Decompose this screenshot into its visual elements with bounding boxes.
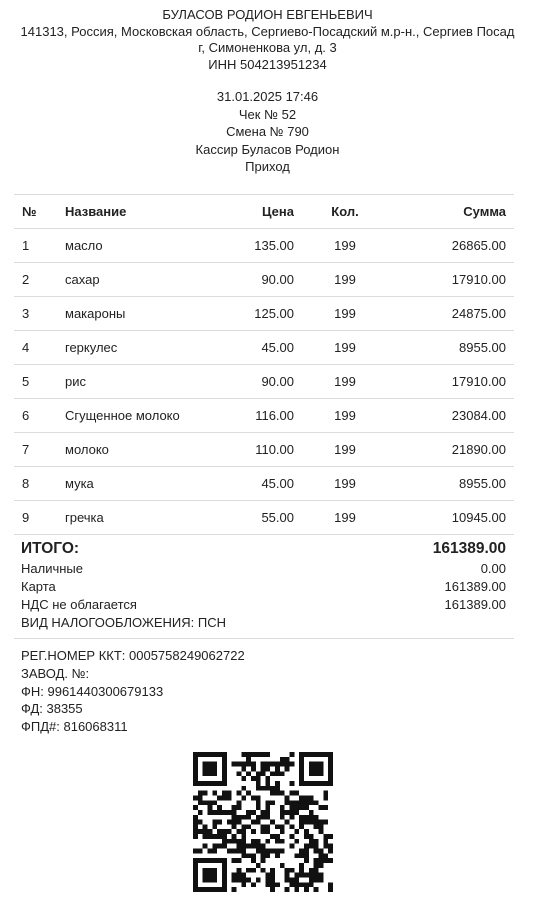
row-name: мука (57, 467, 216, 501)
table-row (14, 501, 514, 535)
row-name: гречка (57, 501, 216, 535)
row-sum: 10945.00 (388, 501, 514, 535)
row-num: 4 (14, 331, 57, 365)
row-qty: 199 (302, 229, 388, 263)
row-qty: 199 (302, 263, 388, 297)
row-qty: 199 (302, 297, 388, 331)
row-price: 135.00 (216, 229, 302, 263)
row-qty: 199 (302, 467, 388, 501)
totals-block (21, 538, 506, 632)
table-row (14, 331, 514, 365)
seller-address: 141313, Россия, Московская область, Сергиево-Посадский м.р-н., Сергиев Посад (20, 23, 515, 39)
row-price: 55.00 (216, 501, 302, 535)
cash-value: 0.00 (480, 561, 506, 576)
row-qty: 199 (302, 399, 388, 433)
row-price: 110.00 (216, 433, 302, 467)
row-qty: 199 (302, 365, 388, 399)
row-sum: 17910.00 (388, 263, 514, 297)
row-num: 2 (14, 263, 57, 297)
vat-label: НДС не облагается (21, 597, 137, 612)
tax-system: ВИД НАЛОГООБЛОЖЕНИЯ: ПСН (21, 615, 226, 630)
row-num: 3 (14, 297, 57, 331)
col-price-header: Цена (216, 195, 302, 229)
row-price: 45.00 (216, 331, 302, 365)
table-row (14, 229, 514, 263)
row-qty: 199 (302, 331, 388, 365)
row-price: 116.00 (216, 399, 302, 433)
receipt-meta (0, 88, 535, 176)
row-name: Сгущенное молоко (57, 399, 216, 433)
check-number: Чек № 52 (238, 106, 297, 122)
vat-row (21, 596, 506, 614)
divider (14, 638, 514, 639)
row-qty: 199 (302, 433, 388, 467)
row-price: 45.00 (216, 467, 302, 501)
qr-code-icon (193, 752, 333, 892)
tax-system-row (21, 614, 506, 632)
row-qty: 199 (302, 501, 388, 535)
col-num-header: № (14, 195, 57, 229)
cash-label: Наличные (21, 561, 83, 576)
card-value: 161389.00 (444, 579, 506, 594)
row-sum: 21890.00 (388, 433, 514, 467)
fd-number: ФД: 38355 (21, 701, 83, 717)
col-qty-header: Кол. (302, 195, 388, 229)
table-row (14, 263, 514, 297)
row-sum: 17910.00 (388, 365, 514, 399)
row-name: масло (57, 229, 216, 263)
row-sum: 24875.00 (388, 297, 514, 331)
table-header-row (14, 195, 514, 229)
shift-number: Смена № 790 (226, 124, 309, 139)
items-table (14, 194, 514, 535)
row-sum: 26865.00 (388, 229, 514, 263)
row-sum: 8955.00 (388, 331, 514, 365)
table-row (14, 467, 514, 501)
col-sum-header: Сумма (388, 195, 514, 229)
row-num: 6 (14, 399, 57, 433)
row-price: 125.00 (216, 297, 302, 331)
row-sum: 8955.00 (388, 467, 514, 501)
receipt-header (0, 0, 535, 73)
table-row (14, 399, 514, 433)
row-num: 1 (14, 229, 57, 263)
table-row (14, 365, 514, 399)
card-row (21, 578, 506, 596)
row-price: 90.00 (216, 365, 302, 399)
receipt-datetime: 31.01.2025 17:46 (216, 89, 319, 104)
total-value: 161389.00 (432, 540, 506, 557)
seller-name: БУЛАСОВ РОДИОН ЕВГЕНЬЕВИЧ (162, 7, 373, 22)
col-name-header: Название (57, 195, 216, 229)
row-name: геркулес (57, 331, 216, 365)
vat-value: 161389.00 (444, 597, 506, 612)
row-name: макароны (57, 297, 216, 331)
seller-address-cont: г, Симоненкова ул, д. 3 (198, 40, 337, 55)
row-num: 7 (14, 433, 57, 467)
table-row (14, 433, 514, 467)
row-name: рис (57, 365, 216, 399)
row-price: 90.00 (216, 263, 302, 297)
factory-number: ЗАВОД. №: (21, 665, 90, 681)
row-num: 9 (14, 501, 57, 535)
total-label: ИТОГО: (21, 540, 80, 557)
fn-number: ФН: 9961440300679133 (21, 683, 164, 699)
registration-block (21, 647, 245, 736)
row-sum: 23084.00 (388, 399, 514, 433)
row-name: молоко (57, 433, 216, 467)
seller-inn: ИНН 504213951234 (208, 56, 327, 72)
row-num: 5 (14, 365, 57, 399)
kkt-reg-number: РЕГ.НОМЕР ККТ: 0005758249062722 (21, 648, 245, 663)
cash-row (21, 560, 506, 578)
row-num: 8 (14, 467, 57, 501)
table-row (14, 297, 514, 331)
cashier-name: Кассир Буласов Родион (195, 141, 340, 157)
operation-type: Приход (245, 159, 290, 174)
row-name: сахар (57, 263, 216, 297)
card-label: Карта (21, 579, 56, 594)
total-row (21, 538, 506, 560)
fpd-number: ФПД#: 816068311 (21, 719, 128, 735)
